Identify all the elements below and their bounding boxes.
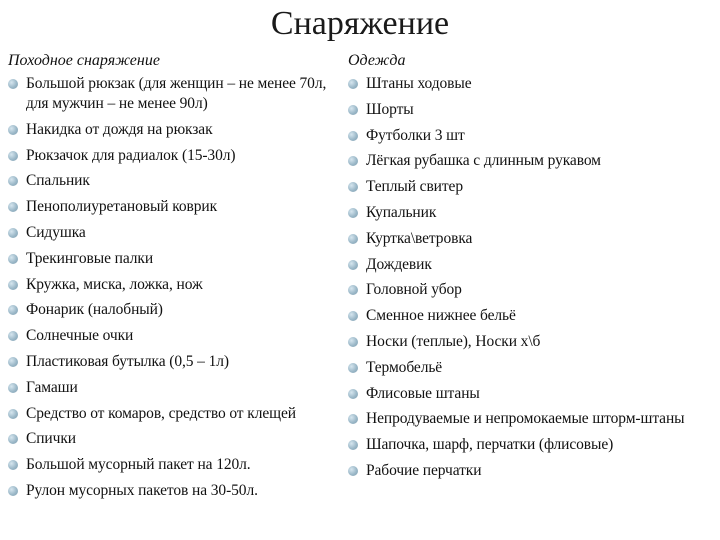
list-item: Трекинговые палки xyxy=(6,249,338,269)
bullet-icon xyxy=(348,389,358,399)
bullet-icon xyxy=(348,182,358,192)
bullet-icon xyxy=(348,363,358,373)
list-item: Сменное нижнее бельё xyxy=(346,306,716,326)
list-item: Дождевик xyxy=(346,255,716,275)
list-item: Гамаши xyxy=(6,378,338,398)
list-item: Солнечные очки xyxy=(6,326,338,346)
bullet-icon xyxy=(8,202,18,212)
list-item: Рулон мусорных пакетов на 30-50л. xyxy=(6,481,338,501)
list-item: Сидушка xyxy=(6,223,338,243)
bullet-icon xyxy=(8,331,18,341)
bullet-icon xyxy=(8,486,18,496)
list-item: Носки (теплые), Носки х\б xyxy=(346,332,716,352)
clothing-column xyxy=(346,52,716,487)
list-item: Головной убор xyxy=(346,280,716,300)
list-item: Средство от комаров, средство от клещей xyxy=(6,404,338,424)
bullet-icon xyxy=(8,357,18,367)
bullet-icon xyxy=(348,131,358,141)
bullet-icon xyxy=(8,460,18,470)
list-item: Накидка от дождя на рюкзак xyxy=(6,120,338,140)
bullet-icon xyxy=(8,228,18,238)
equipment-heading: Походное снаряжение xyxy=(8,52,160,69)
bullet-icon xyxy=(8,434,18,444)
list-item: Большой рюкзак (для женщин – не менее 70л, для мужчин – не менее 90л) xyxy=(6,74,338,114)
bullet-icon xyxy=(348,311,358,321)
list-item: Рюкзачок для радиалок (15-30л) xyxy=(6,146,338,166)
bullet-icon xyxy=(8,151,18,161)
bullet-icon xyxy=(348,414,358,424)
bullet-icon xyxy=(8,125,18,135)
bullet-icon xyxy=(348,79,358,89)
bullet-icon xyxy=(348,440,358,450)
list-item: Кружка, миска, ложка, нож xyxy=(6,275,338,295)
clothing-list xyxy=(346,74,716,481)
list-item: Пластиковая бутылка (0,5 – 1л) xyxy=(6,352,338,372)
list-item: Большой мусорный пакет на 120л. xyxy=(6,455,338,475)
clothing-heading: Одежда xyxy=(348,52,406,69)
bullet-icon xyxy=(8,176,18,186)
page-title: Снаряжение xyxy=(270,5,450,42)
list-item: Фонарик (налобный) xyxy=(6,300,338,320)
bullet-icon xyxy=(348,285,358,295)
bullet-icon xyxy=(8,383,18,393)
bullet-icon xyxy=(8,254,18,264)
bullet-icon xyxy=(8,280,18,290)
equipment-column xyxy=(6,52,338,507)
bullet-icon xyxy=(348,260,358,270)
bullet-icon xyxy=(8,409,18,419)
list-item: Флисовые штаны xyxy=(346,384,716,404)
bullet-icon xyxy=(8,305,18,315)
list-item: Футболки 3 шт xyxy=(346,126,716,146)
list-item: Шапочка, шарф, перчатки (флисовые) xyxy=(346,435,716,455)
list-item: Штаны ходовые xyxy=(346,74,716,94)
list-item: Теплый свитер xyxy=(346,177,716,197)
list-item: Непродуваемые и непромокаемые шторм-штаны xyxy=(346,409,716,429)
list-item: Куртка\ветровка xyxy=(346,229,716,249)
bullet-icon xyxy=(348,105,358,115)
bullet-icon xyxy=(348,208,358,218)
bullet-icon xyxy=(348,466,358,476)
list-item: Термобельё xyxy=(346,358,716,378)
list-item: Купальник xyxy=(346,203,716,223)
bullet-icon xyxy=(8,79,18,89)
list-item: Рабочие перчатки xyxy=(346,461,716,481)
bullet-icon xyxy=(348,156,358,166)
equipment-list xyxy=(6,74,338,501)
list-item: Спальник xyxy=(6,171,338,191)
list-item: Шорты xyxy=(346,100,716,120)
bullet-icon xyxy=(348,234,358,244)
list-item: Спички xyxy=(6,429,338,449)
list-item: Лёгкая рубашка с длинным рукавом xyxy=(346,151,716,171)
bullet-icon xyxy=(348,337,358,347)
list-item: Пенополиуретановый коврик xyxy=(6,197,338,217)
